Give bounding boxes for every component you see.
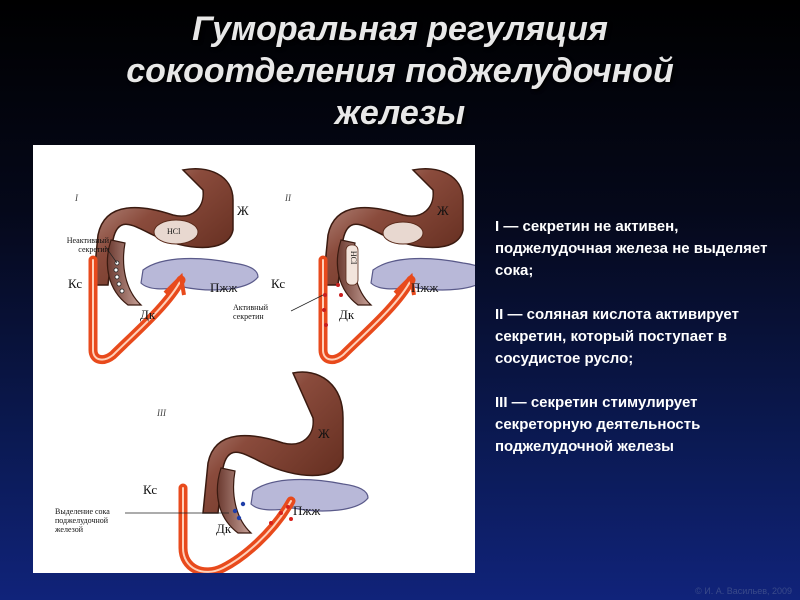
- description-list: [495, 216, 785, 480]
- panel-1-drawing: [93, 169, 258, 360]
- description-stage-3: III — секретин стимулирует секреторную деятельность поджелудочной железы: [495, 394, 701, 455]
- panel-1-roman: I: [75, 193, 78, 203]
- panel-1-pancreas-label: Пжж: [210, 280, 238, 295]
- copyright-note: © И. А. Васильев, 2009: [695, 586, 792, 596]
- panel-2-acid-label: HCl: [349, 250, 359, 265]
- panel-2-bile-duct-label: Кс: [271, 276, 286, 291]
- panel-3-bile-duct-label: Кс: [143, 482, 158, 497]
- panel-1-bile-duct-label: Кс: [68, 276, 83, 291]
- panel-2-roman: II: [285, 193, 291, 203]
- panel-3-pancreas-label: Пжж: [293, 503, 321, 518]
- panel-3-stomach-label: Ж: [318, 426, 330, 441]
- panel-2-pancreas-label: Пжж: [411, 280, 439, 295]
- panel-1-duodenum-label: Дк: [140, 307, 156, 322]
- duodenum-shape-1: [107, 240, 141, 305]
- description-stage-2: II — соляная кислота активирует секретин, который поступает в сосудистое русло;: [495, 306, 739, 367]
- pancreas-shape-1: [141, 259, 258, 290]
- panel-3-roman: III: [157, 408, 166, 418]
- panel-2-stomach-label: Ж: [437, 203, 449, 218]
- slide-title: [40, 8, 760, 134]
- panel-3-note: Выделение сока поджелудочной железой: [55, 507, 110, 534]
- regulation-figure: [33, 145, 475, 573]
- panel-2-note: Активный секретин: [233, 303, 269, 321]
- panel-3-duodenum-label: Дк: [216, 521, 232, 536]
- description-stage-1: I — секретин не активен, поджелудочная железа не выделяет сока;: [495, 218, 768, 279]
- panel-2-duodenum-label: Дк: [339, 307, 355, 322]
- title-line-2: сокоотделения поджелудочной: [126, 52, 674, 90]
- title-line-3: железы: [334, 94, 466, 132]
- panel-1-acid-label: HCl: [167, 227, 181, 236]
- panel-2-drawing: [322, 169, 475, 360]
- panel-3-drawing: [183, 372, 368, 572]
- title-line-1: Гуморальная регуляция: [192, 10, 608, 48]
- panel-1-stomach-label: Ж: [237, 203, 249, 218]
- panel-1-note: Неактивный секретин: [66, 236, 109, 254]
